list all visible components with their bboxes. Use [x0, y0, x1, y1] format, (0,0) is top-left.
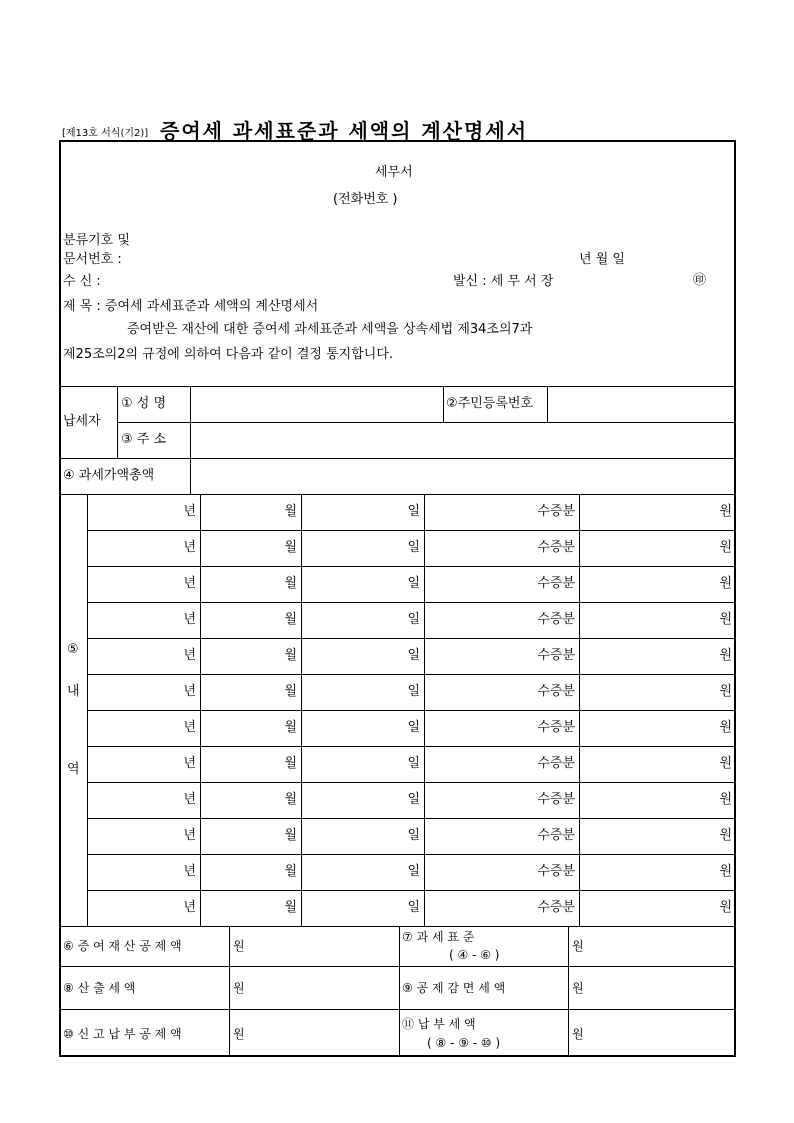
detail-month-cell: 월: [284, 648, 297, 663]
detail-day-cell: 일: [407, 828, 420, 843]
detail-type-cell: 수증분: [537, 828, 575, 843]
detail-year-cell: 년: [183, 792, 196, 807]
detail-day-cell: 일: [407, 576, 420, 591]
detail-year-cell: 년: [183, 504, 196, 519]
detail-won-cell: 원: [719, 612, 732, 627]
detail-month-cell: 월: [284, 684, 297, 699]
tax-base-label: ⑦ 과 세 표 준: [402, 930, 475, 944]
detail-won-cell: 원: [719, 540, 732, 555]
payable-tax-formula: ( ⑧ - ⑨ - ⑩ ): [427, 1036, 501, 1050]
details-label-2: 역: [67, 762, 80, 777]
detail-won-cell: 원: [719, 828, 732, 843]
sender-label: 발신 : 세 무 서 장: [453, 274, 554, 289]
detail-type-cell: 수증분: [537, 792, 575, 807]
detail-won-cell: 원: [719, 756, 732, 771]
payable-tax-label: ⑪ 납 부 세 액: [402, 1017, 476, 1031]
detail-won-cell: 원: [719, 864, 732, 879]
detail-type-cell: 수증분: [537, 900, 575, 915]
issue-date: 년 월 일: [579, 252, 625, 267]
detail-year-cell: 년: [183, 828, 196, 843]
detail-day-cell: 일: [407, 540, 420, 555]
detail-year-cell: 년: [183, 612, 196, 627]
detail-won-cell: 원: [719, 648, 732, 663]
taxpayer-label: 납세자: [63, 414, 101, 429]
class-label-1: 분류기호 및: [63, 233, 130, 248]
detail-type-cell: 수증분: [537, 684, 575, 699]
detail-year-cell: 년: [183, 900, 196, 915]
detail-type-cell: 수증분: [537, 648, 575, 663]
payable-tax-unit: 원: [572, 1027, 584, 1041]
computed-tax-label: ⑧ 산 출 세 액: [63, 981, 136, 995]
detail-month-cell: 월: [284, 540, 297, 555]
detail-month-cell: 월: [284, 576, 297, 591]
detail-day-cell: 일: [407, 720, 420, 735]
notice-body-1: 증여받은 재산에 대한 증여세 과세표준과 세액을 상속세법 제34조의7과: [127, 322, 533, 337]
detail-day-cell: 일: [407, 756, 420, 771]
gift-deduction-unit: 원: [233, 939, 245, 953]
form-title: 증여세 과세표준과 세액의 계산명세서: [160, 119, 529, 143]
detail-day-cell: 일: [407, 504, 420, 519]
detail-year-cell: 년: [183, 684, 196, 699]
detail-won-cell: 원: [719, 576, 732, 591]
name-label: ① 성 명: [121, 396, 167, 411]
detail-year-cell: 년: [183, 756, 196, 771]
detail-month-cell: 월: [284, 900, 297, 915]
deduction-exemption-unit: 원: [572, 981, 584, 995]
detail-month-cell: 월: [284, 792, 297, 807]
phone-label: (전화번호 ): [333, 192, 398, 207]
form-frame: [59, 140, 736, 1057]
filing-credit-unit: 원: [233, 1027, 245, 1041]
tax-office-label: 세무서: [375, 165, 413, 180]
detail-month-cell: 월: [284, 504, 297, 519]
tax-base-unit: 원: [572, 939, 584, 953]
detail-month-cell: 월: [284, 720, 297, 735]
detail-month-cell: 월: [284, 864, 297, 879]
detail-month-cell: 월: [284, 756, 297, 771]
form-code: [제13호 서식(기2)]: [62, 128, 149, 139]
detail-won-cell: 원: [719, 684, 732, 699]
details-number: ⑤: [67, 642, 79, 657]
detail-won-cell: 원: [719, 792, 732, 807]
filing-credit-label: ⑩ 신 고 납 부 공 제 액: [63, 1027, 182, 1041]
detail-day-cell: 일: [407, 684, 420, 699]
detail-day-cell: 일: [407, 612, 420, 627]
detail-won-cell: 원: [719, 900, 732, 915]
detail-year-cell: 년: [183, 720, 196, 735]
detail-year-cell: 년: [183, 864, 196, 879]
gift-deduction-label: ⑥ 증 여 재 산 공 제 액: [63, 939, 182, 953]
detail-year-cell: 년: [183, 648, 196, 663]
detail-type-cell: 수증분: [537, 612, 575, 627]
detail-day-cell: 일: [407, 648, 420, 663]
rrn-label: ②주민등록번호: [446, 396, 534, 411]
detail-won-cell: 원: [719, 720, 732, 735]
detail-type-cell: 수증분: [537, 756, 575, 771]
address-label: ③ 주 소: [121, 432, 167, 447]
detail-day-cell: 일: [407, 900, 420, 915]
recipient-label: 수 신 :: [63, 274, 101, 289]
tax-base-formula: ( ④ - ⑥ ): [449, 948, 500, 962]
notice-body-2: 제25조의2의 규정에 의하여 다음과 같이 결정 통지합니다.: [63, 347, 394, 362]
detail-won-cell: 원: [719, 504, 732, 519]
detail-year-cell: 년: [183, 540, 196, 555]
details-label-1: 내: [67, 684, 80, 699]
detail-type-cell: 수증분: [537, 720, 575, 735]
class-label-2: 문서번호 :: [63, 252, 122, 267]
detail-day-cell: 일: [407, 864, 420, 879]
total-taxable-label: ④ 과세가액총액: [63, 468, 155, 483]
detail-type-cell: 수증분: [537, 540, 575, 555]
computed-tax-unit: 원: [233, 981, 245, 995]
detail-year-cell: 년: [183, 576, 196, 591]
deduction-exemption-label: ⑨ 공 제 감 면 세 액: [402, 981, 506, 995]
seal-mark: ㊞: [693, 273, 707, 288]
detail-type-cell: 수증분: [537, 576, 575, 591]
subject-line: 제 목 : 증여세 과세표준과 세액의 계산명세서: [63, 299, 319, 314]
detail-month-cell: 월: [284, 828, 297, 843]
detail-month-cell: 월: [284, 612, 297, 627]
detail-type-cell: 수증분: [537, 504, 575, 519]
detail-type-cell: 수증분: [537, 864, 575, 879]
detail-day-cell: 일: [407, 792, 420, 807]
